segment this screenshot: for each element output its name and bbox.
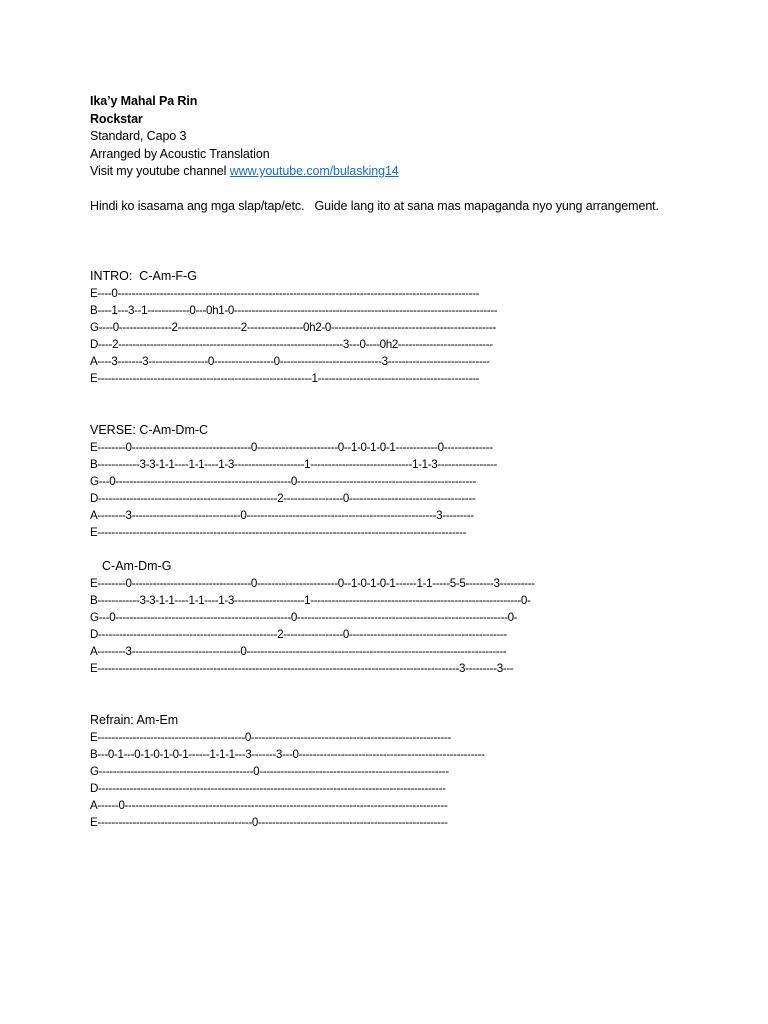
arranger-credit: Arranged by Acoustic Translation [90,146,270,161]
tuning-info: Standard, Capo 3 [90,129,187,143]
intro-string-g: G----0---------------2------------------2----------------0h2-0----------------------------------------------- [90,320,496,334]
verse-string-a: A--------3-------------------------------0------------------------------------------------------3--------- [90,508,474,522]
spacer [90,541,730,559]
refrain-string-e-high: E------------------------------------------0--------------------------------------------------------- [90,731,452,744]
refrain-string-b: B---0-1---0-1-0-1-0-1------1-1-1---3-------3---0----------------------------------------------------- [90,748,485,761]
verse-string-g: G---0--------------------------------------------------0--------------------------------------------------- [90,474,476,488]
verse2-string-e-low: E-------------------------------------------------------------------------------------------------------3---------3--- [90,662,514,675]
refrain-title: Refrain: Am-Em [90,713,179,727]
verse-string-e-low: E--------------------------------------------------------------------------------------------------------- [90,525,467,539]
spacer [90,181,730,199]
spacer [90,677,730,712]
intro-string-d: D----2----------------------------------------------------------------3---0----0h2--------------------------- [90,337,493,351]
refrain-string-a: A------0-------------------------------------------------------------------------------------------- [90,799,448,812]
spacer [90,387,730,422]
refrain-string-e-low: E--------------------------------------------0------------------------------------------------------ [90,816,448,829]
arrangement-note: Hindi ko isasama ang mga slap/tap/etc. Guide lang ito at sana mas mapaganda nyo yung arrangement. [90,199,659,213]
verse2-string-d: D---------------------------------------------------2-----------------0--------------------------------------------- [90,628,507,641]
intro-string-b: B----1---3--1------------0---0h1-0--------------------------------------------------------------------------- [90,303,498,317]
song-title: Ika’y Mahal Pa Rin [90,94,198,108]
channel-line [90,163,730,181]
artist-name: Rockstar [90,111,143,126]
visit-text: Visit my youtube channel [90,164,230,178]
youtube-channel-link[interactable]: www.youtube.com/bulasking14 [229,164,399,178]
verse-string-b: B------------3-3-1-1----1-1----1-3--------------------1-----------------------------1-1-3----------------- [90,457,498,471]
intro-string-e-high: E----0------------------------------------------------------------------------------------------------------- [90,286,480,300]
intro-string-e-low: E-------------------------------------------------------------1---------------------------------------------- [90,371,480,385]
refrain-string-g: G--------------------------------------------0------------------------------------------------------ [90,765,449,778]
intro-string-a: A----3-------3-----------------0-----------------0-----------------------------3----------------------------- [90,354,490,368]
verse-string-d: D---------------------------------------------------2-----------------0------------------------------------ [90,491,476,505]
intro-title: INTRO: C-Am-F-G [90,268,197,283]
verse-title: VERSE: C-Am-Dm-C [90,422,209,437]
refrain-string-d: D--------------------------------------------------------------------------------------------------- [90,782,446,795]
verse2-title: C-Am-Dm-G [102,559,172,573]
spacer [90,216,730,268]
tab-document [90,93,730,831]
verse2-string-e-high: E--------0----------------------------------0-----------------------0--1-0-1-0-1------1-1-----5-5--------3---------- [90,577,535,590]
verse2-string-a: A--------3-------------------------------0-------------------------------------------------------------------------- [90,645,507,658]
verse2-string-b: B------------3-3-1-1----1-1----1-3--------------------1------------------------------------------------------------0- [90,594,531,607]
verse-string-e-high: E--------0----------------------------------0-----------------------0--1-0-1-0-1------------0-------------- [90,440,493,454]
verse2-string-g: G---0--------------------------------------------------0------------------------------------------------------------0- [90,611,518,624]
